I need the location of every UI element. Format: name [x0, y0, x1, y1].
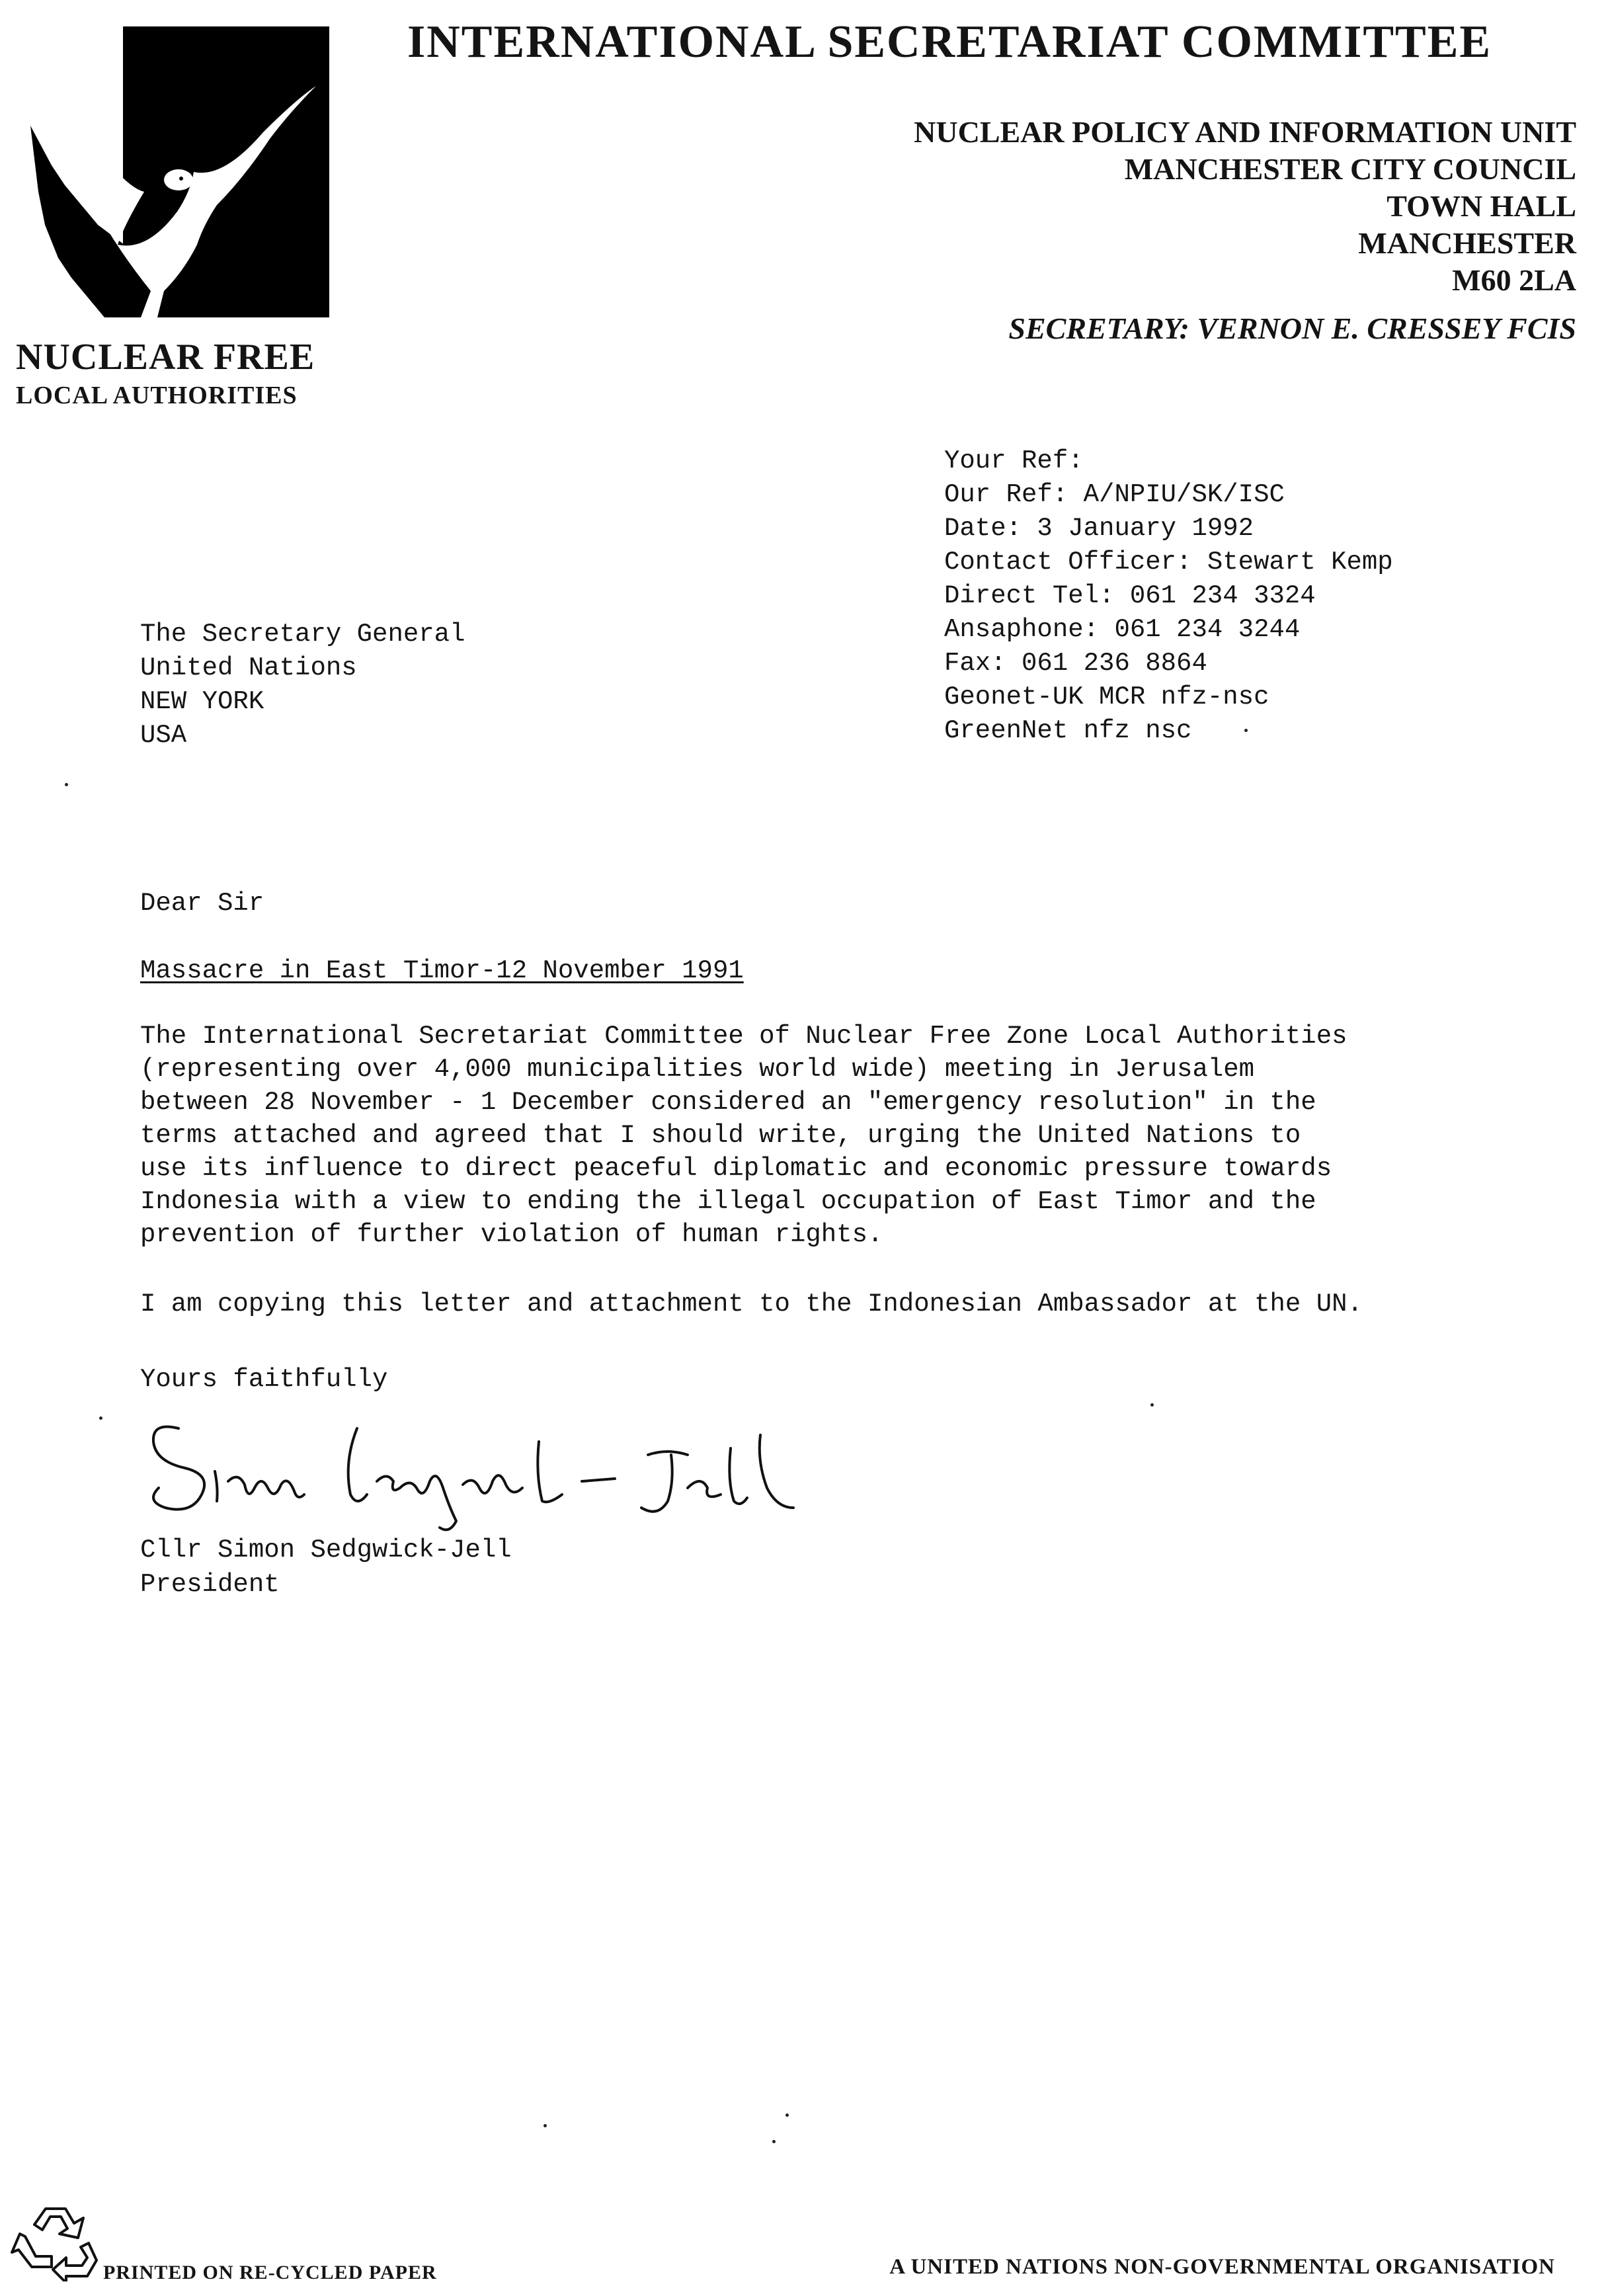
signer-name: Cllr Simon Sedgwick-Jell [140, 1536, 512, 1565]
address-line: MANCHESTER CITY COUNCIL [1124, 152, 1576, 186]
reference-line: Date: 3 January 1992 [944, 514, 1254, 543]
scan-speck [785, 2113, 789, 2117]
logo-name-line1: NUCLEAR FREE [16, 337, 315, 378]
scan-speck [772, 2140, 776, 2143]
address-line: MANCHESTER [1358, 226, 1576, 260]
recipient-line: NEW YORK [140, 687, 264, 716]
paragraph-line: (representing over 4,000 municipalities world wide) meeting in Jerusalem [140, 1055, 1255, 1084]
reference-line: Fax: 061 236 8864 [944, 649, 1207, 678]
recipient-address [140, 618, 465, 753]
closing: Yours faithfully [140, 1365, 388, 1394]
paragraph-line: Indonesia with a view to ending the illegal occupation of East Timor and the [140, 1187, 1316, 1216]
paragraph-line: use its influence to direct peaceful diplomatic and economic pressure towards [140, 1154, 1332, 1183]
reference-block [944, 444, 1393, 748]
reference-line: Your Ref: [944, 446, 1084, 475]
recipient-line: The Secretary General [140, 620, 465, 649]
recipient-line: United Nations [140, 653, 357, 682]
reference-line: GreenNet nfz nsc [944, 716, 1192, 745]
recycle-icon [9, 2197, 102, 2281]
secretary-line: SECRETARY: VERNON E. CRESSEY FCIS [1008, 311, 1576, 345]
reference-line: Contact Officer: Stewart Kemp [944, 548, 1393, 577]
recipient-line: USA [140, 721, 187, 750]
scan-speck [543, 2124, 547, 2127]
body-paragraph-2: I am copying this letter and attachment to the Indonesian Ambassador at the UN. [140, 1290, 1363, 1319]
address-line: TOWN HALL [1387, 189, 1576, 223]
signer-block [140, 1533, 512, 1602]
reference-line: Geonet-UK MCR nfz-nsc [944, 682, 1269, 712]
signer-title: President [140, 1570, 280, 1599]
address-line: NUCLEAR POLICY AND INFORMATION UNIT [914, 115, 1576, 149]
subject-line: Massacre in East Timor-12 November 1991 [140, 956, 744, 985]
paragraph-line: terms attached and agreed that I should write, urging the United Nations to [140, 1121, 1301, 1150]
paragraph-line: The International Secretariat Committee of Nuclear Free Zone Local Authorities [140, 1022, 1347, 1051]
dove-logo-icon [25, 26, 329, 317]
letterhead-address [914, 114, 1576, 299]
paragraph-line: prevention of further violation of human rights. [140, 1220, 883, 1249]
footer-recycled-note: PRINTED ON RE-CYCLED PAPER [103, 2262, 437, 2283]
letterhead-title: INTERNATIONAL SECRETARIAT COMMITTEE [407, 17, 1492, 67]
logo-wordmark [16, 336, 315, 411]
reference-line: Direct Tel: 061 234 3324 [944, 581, 1316, 610]
scan-speck [1150, 1403, 1154, 1407]
handwritten-signature [139, 1409, 866, 1541]
scan-speck [65, 783, 68, 786]
scan-speck [1244, 729, 1248, 732]
paragraph-line: between 28 November - 1 December considered an "emergency resolution" in the [140, 1088, 1316, 1117]
reference-line: Ansaphone: 061 234 3244 [944, 615, 1301, 644]
reference-line: Our Ref: A/NPIU/SK/ISC [944, 480, 1285, 509]
body-paragraph-1 [140, 1020, 1489, 1251]
logo-name-line2: LOCAL AUTHORITIES [16, 382, 298, 409]
salutation: Dear Sir [140, 889, 264, 918]
footer-ngo-note: A UNITED NATIONS NON-GOVERNMENTAL ORGANISATION [889, 2255, 1555, 2279]
scan-speck [99, 1416, 102, 1420]
address-line: M60 2LA [1452, 263, 1576, 297]
